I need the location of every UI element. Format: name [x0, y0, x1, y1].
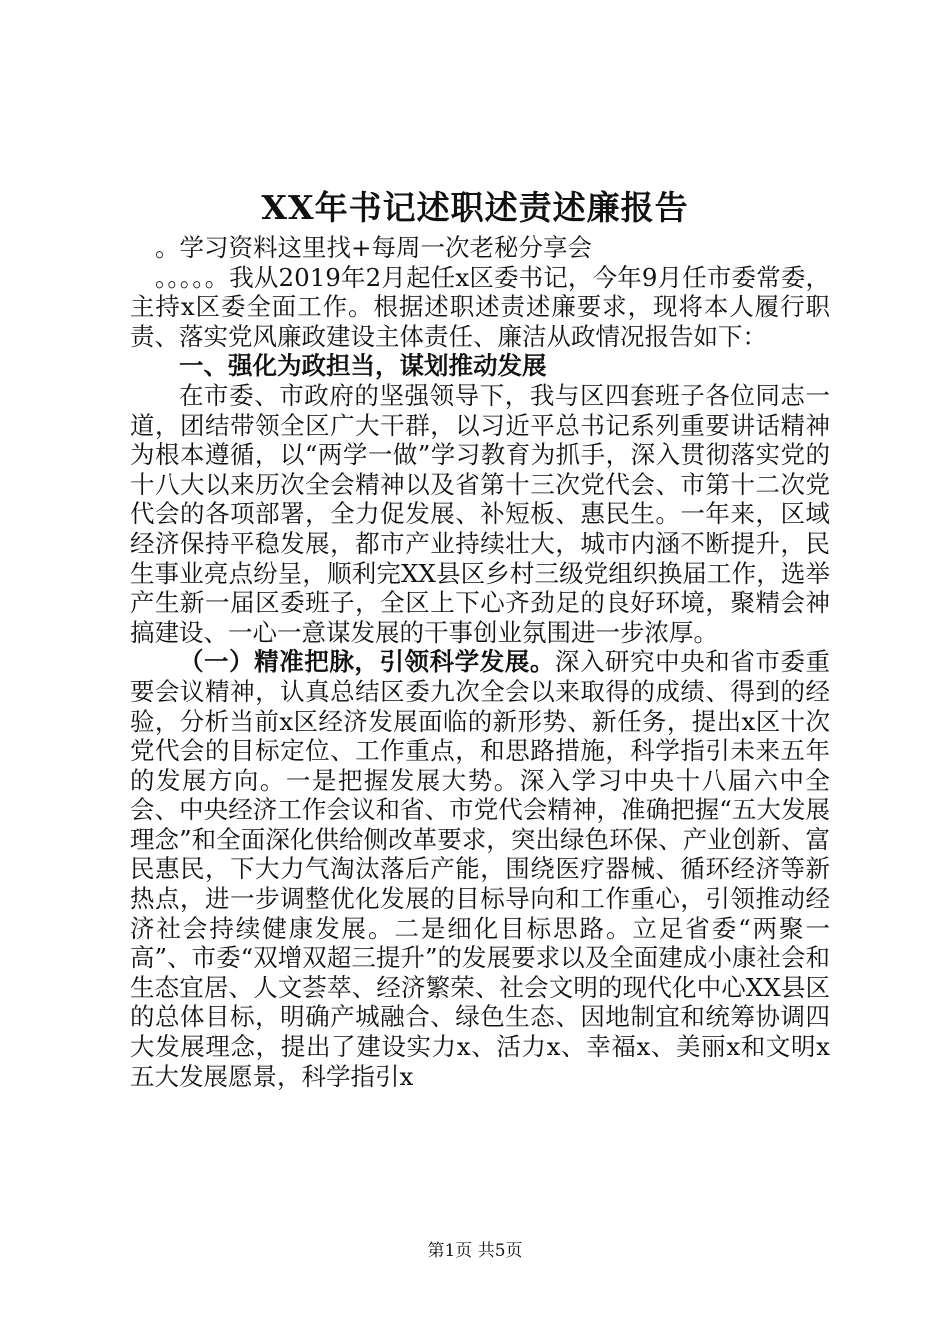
subsection-text: 深入研究中央和省市委重要会议精神，认真总结区委九次全会以来取得的成绩、得到的经验，分析当前x区经济发展面临的新形势、新任务，提出x区十次党代会的目标定位、工作重点，和思路措施，科学指引未来五年的发展方向。一是把握发展大势。深入学习中央十八届六中全会、中央经济工作会议和省、市党代会精神，准确把握“五大发展理念”和全面深化供给侧改革要求，突出绿色环保、产业创新、富民惠民，下大力气淘汰落后产能，围绕医疗器械、循环经济等新热点，进一步调整优化发展的目标导向和工作重心，引领推动经济社会持续健康发展。二是细化目标思路。立足省委“两聚一高”、市委“双增双超三提升”的发展要求以及全面建成小康社会和生态宜居、人文荟萃、经济繁荣、社会文明的现代化中心XX县区的总体目标，明确产城融合、绿色生态、因地制宜和统筹协调四大发展理念，提出了建设实力x、活力x、幸福x、美丽x和文明x五大发展愿景，科学指引x: [130, 647, 831, 1091]
subsection-heading: （一）精准把脉，引领科学发展。: [179, 647, 555, 677]
section-paragraph: 在市委、市政府的坚强领导下，我与区四套班子各位同志一道，团结带领全区广大干群，以习近平总书记系列重要讲话精神为根本遵循，以“两学一做”学习教育为抓手，深入贯彻落实党的十八大以来历次全会精神以及省第十三次党代会、市第十二次党代会的各项部署，全力促发展、补短板、惠民生。一年来，区域经济保持平稳发展，都市产业持续壮大，城市内涵不断提升，民生事业亮点纷呈，顺利完XX县区乡村三级党组织换届工作，选举产生新一届区委班子，全区上下心齐劲足的良好环境，聚精会神搞建设、一心一意谋发展的干事创业氛围进一步浓厚。: [130, 380, 830, 647]
subsection-paragraph: [130, 647, 830, 1091]
document-body: [130, 233, 830, 1091]
section-heading: 一、强化为政担当，谋划推动发展: [179, 351, 547, 381]
document-title: XX年书记述职述责述廉报告: [261, 188, 689, 227]
intro-paragraph: 。。。。。我从2019年2月起任x区委书记，今年9月任市委常委，主持x区委全面工作。根据述职述责述廉要求，现将本人履行职责、落实党风廉政建设主体责任、廉洁从政情况报告如下：: [130, 262, 830, 351]
page-number-footer: 第1页 共5页: [427, 1241, 523, 1261]
subtitle-line: 。学习资料这里找+每周一次老秘分享会: [155, 233, 593, 262]
